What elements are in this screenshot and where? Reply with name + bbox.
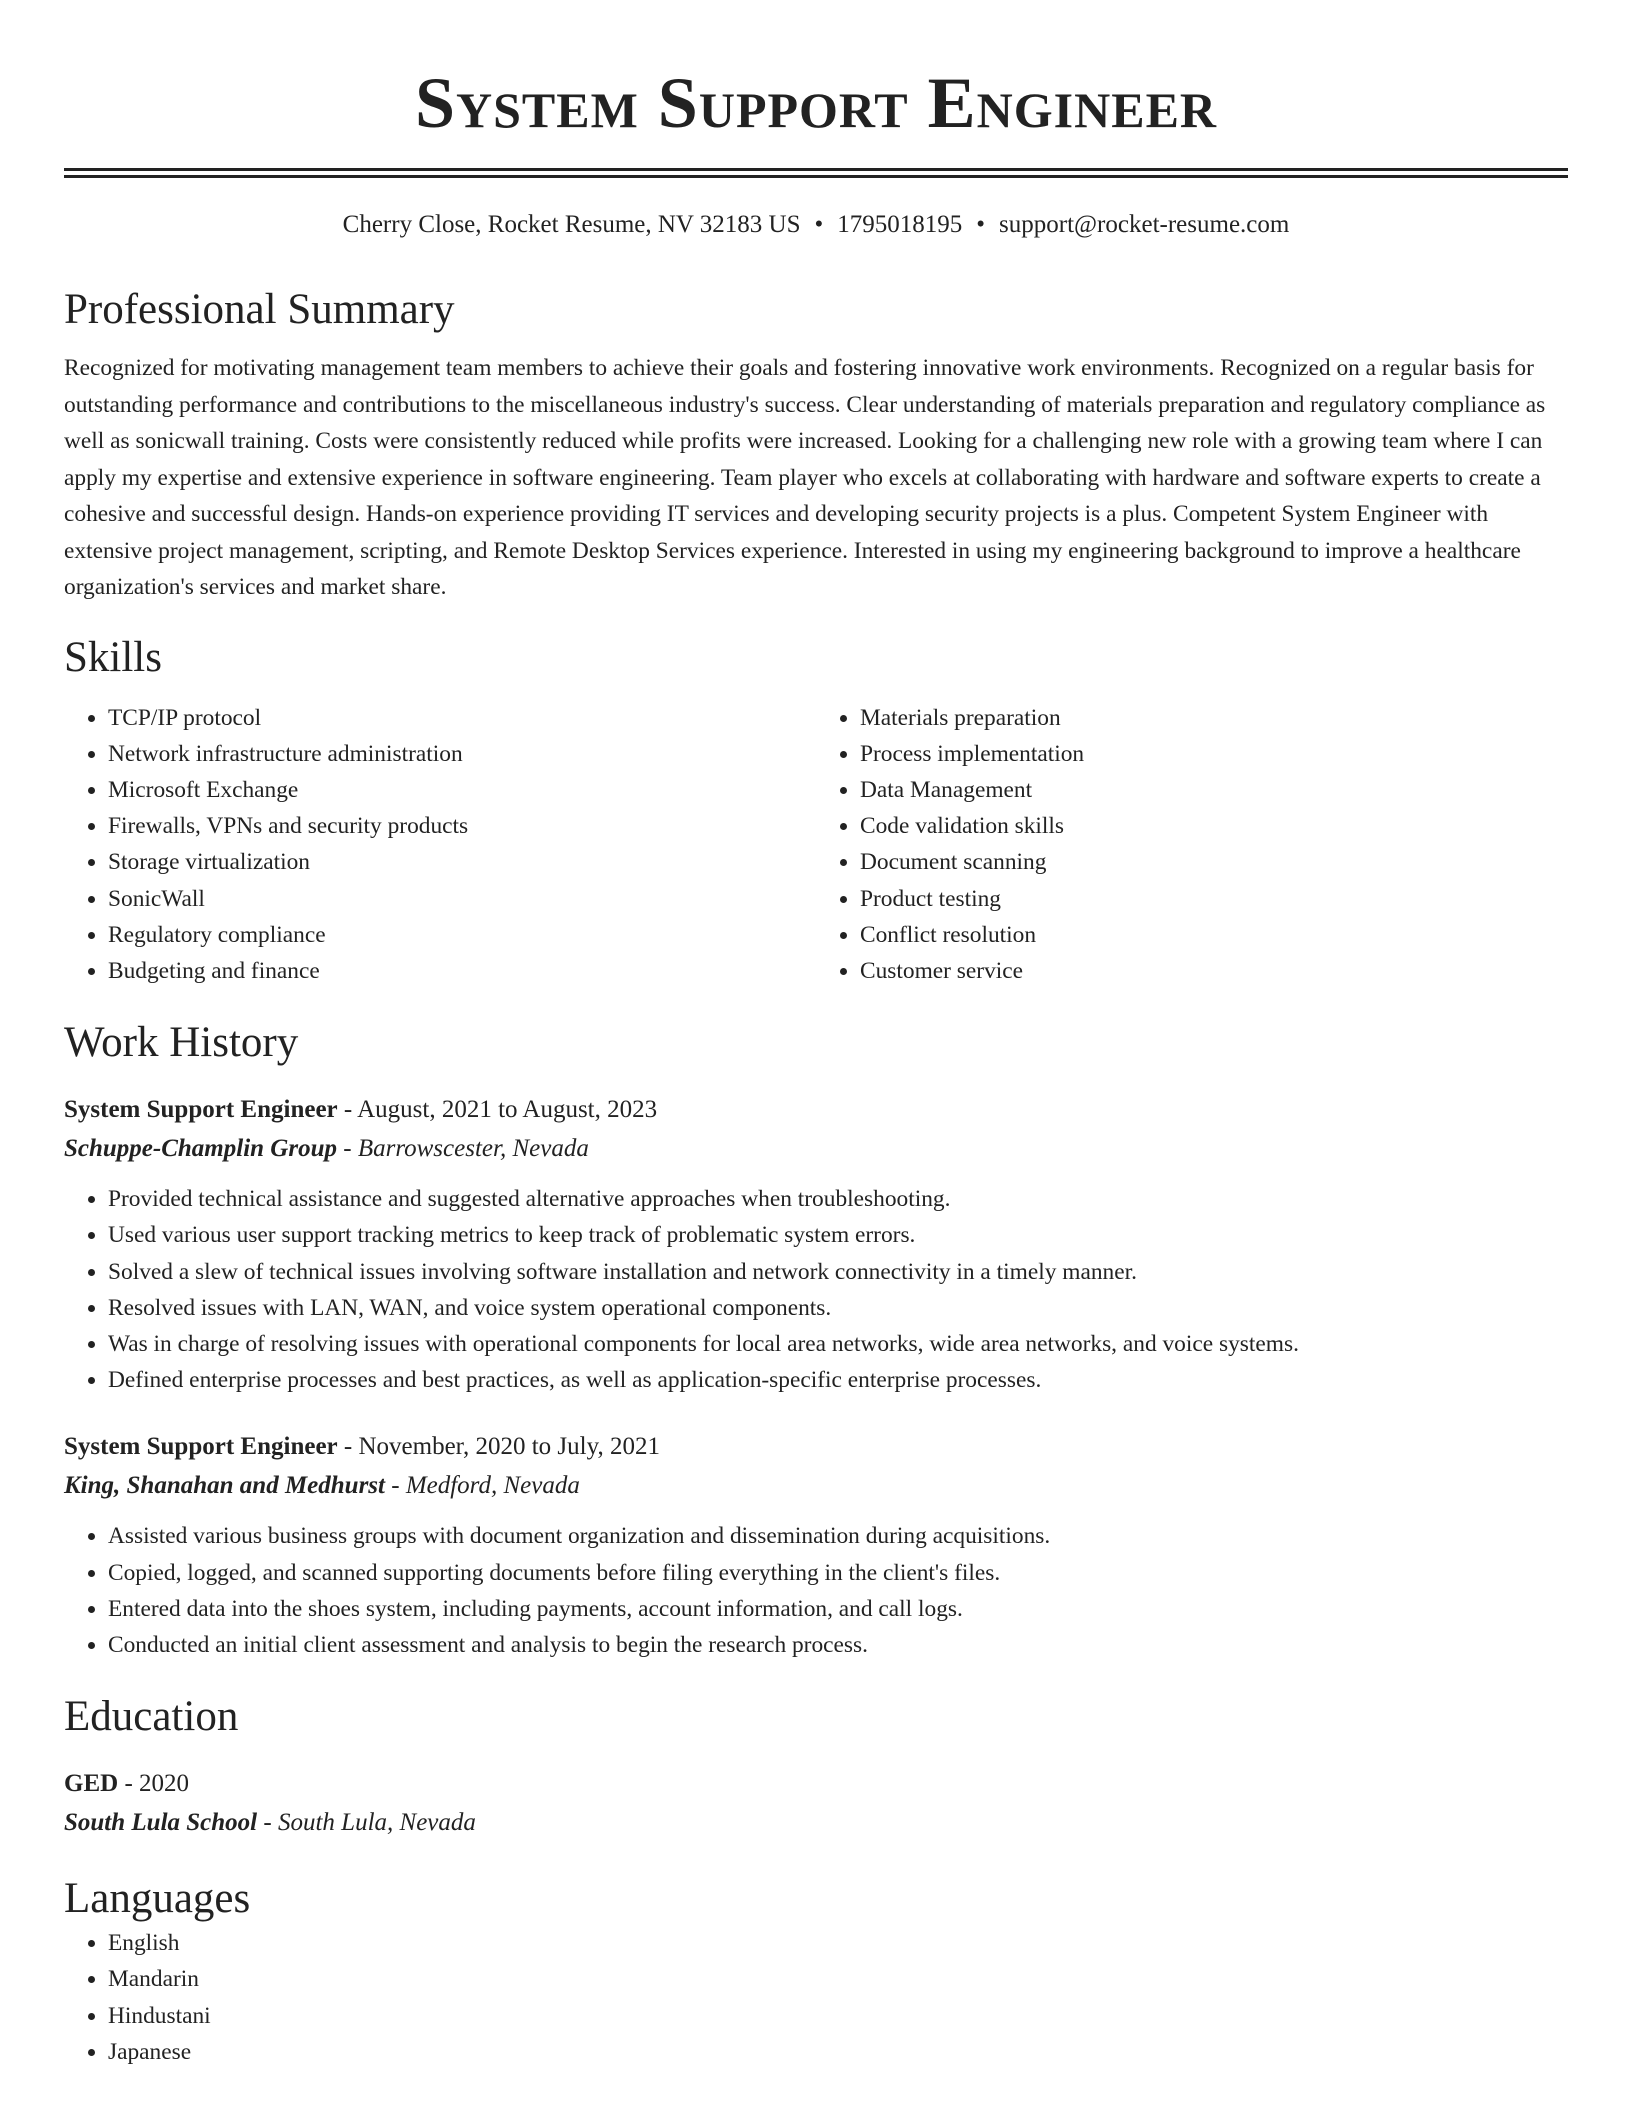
job-company-line [64, 1466, 1568, 1506]
summary-heading: Professional Summary [64, 286, 455, 333]
skills-list-right [816, 700, 1568, 990]
contact-phone: 1795018195 [837, 211, 963, 238]
skills-columns [64, 700, 1568, 990]
job-bullet: • Solved a slew of technical issues involving software installation and network connectivity in a timely manner. [108, 1254, 1568, 1290]
dash: - [343, 1135, 352, 1163]
title-double-rule [64, 168, 1568, 178]
skill-item: • Data Management [860, 772, 1568, 808]
language-item: • Hindustani [108, 1998, 1568, 2034]
skill-item: • Network infrastructure administration [108, 736, 816, 772]
education-school-line [64, 1803, 1568, 1843]
skill-item: • Storage virtualization [108, 844, 816, 880]
education-year: 2020 [139, 1770, 190, 1798]
job-bullets [64, 1181, 1568, 1398]
job-dates: August, 2021 to August, 2023 [357, 1096, 658, 1124]
job-bullet: • Assisted various business groups with document organization and dissemination during acquisitions. [108, 1518, 1568, 1554]
contact-line [64, 210, 1568, 240]
skill-item: • Conflict resolution [860, 917, 1568, 953]
skill-item: • Materials preparation [860, 700, 1568, 736]
dash: - [124, 1770, 133, 1798]
languages-list [64, 1925, 1568, 2070]
job-company-line [64, 1129, 1568, 1169]
job-entry [64, 1428, 1568, 1663]
skill-item: • Document scanning [860, 844, 1568, 880]
job-title-line [64, 1091, 1568, 1129]
job-bullet: • Entered data into the shoes system, including payments, account information, and call logs. [108, 1591, 1568, 1627]
job-bullet: • Provided technical assistance and suggested alternative approaches when troubleshooting. [108, 1181, 1568, 1217]
language-item: • English [108, 1925, 1568, 1961]
skill-item: • Code validation skills [860, 808, 1568, 844]
language-item: • Japanese [108, 2034, 1568, 2070]
skill-item: • Microsoft Exchange [108, 772, 816, 808]
skill-item: • SonicWall [108, 881, 816, 917]
dash: - [343, 1433, 353, 1461]
education-degree: GED [64, 1770, 119, 1798]
job-bullet: • Defined enterprise processes and best practices, as well as application-specific enterprise processes. [108, 1362, 1568, 1398]
job-title: System Support Engineer [64, 1096, 338, 1124]
education-location: South Lula, Nevada [277, 1809, 476, 1837]
language-item: • Mandarin [108, 1961, 1568, 1997]
contact-address: Cherry Close, Rocket Resume, NV 32183 US [342, 211, 801, 238]
job-bullet: • Used various user support tracking metrics to keep track of problematic system errors. [108, 1217, 1568, 1253]
job-bullet: • Conducted an initial client assessment and analysis to begin the research process. [108, 1627, 1568, 1663]
job-title: System Support Engineer [64, 1433, 338, 1461]
education-entry [64, 1765, 1568, 1843]
education-school: South Lula School [64, 1809, 258, 1837]
job-company: King, Shanahan and Medhurst [64, 1472, 385, 1500]
skill-item: • Product testing [860, 881, 1568, 917]
summary-text: Recognized for motivating management team members to achieve their goals and fostering innovative work environments. Recognized on a regular basis for outstanding performance and contributions to the miscellaneous industry's success. Clear understanding of materials preparation and regulatory compliance as well as sonicwall training. Costs were consistently reduced while profits were increased. Looking for a challenging new role with a growing team where I can apply my expertise and extensive experience in software engineering. Team player who excels at collaborating with hardware and software experts to create a cohesive and successful design. Hands-on experience providing IT services and developing security projects is a plus. Competent System Engineer with extensive project management, scripting, and Remote Desktop Services experience. Interested in using my engineering background to improve a healthcare organization's services and market share. [64, 355, 1546, 600]
skill-item: • Firewalls, VPNs and security products [108, 808, 816, 844]
job-bullet: • Resolved issues with LAN, WAN, and voice system operational components. [108, 1290, 1568, 1326]
job-entry [64, 1091, 1568, 1398]
skill-item: • Budgeting and finance [108, 953, 816, 989]
job-bullets [64, 1518, 1568, 1663]
contact-email: support@rocket-resume.com [999, 211, 1290, 238]
skills-list-left [64, 700, 816, 990]
job-title-line [64, 1428, 1568, 1466]
skill-item: • TCP/IP protocol [108, 700, 816, 736]
skill-item: • Customer service [860, 953, 1568, 989]
dash: - [391, 1472, 400, 1500]
education-degree-line [64, 1765, 1568, 1803]
education-heading: Education [64, 1693, 239, 1741]
job-bullet: • Copied, logged, and scanned supporting documents before filing everything in the client's files. [108, 1555, 1568, 1591]
contact-separator: • [814, 211, 824, 238]
resume-title: System Support Engineer [414, 63, 1218, 143]
work-history-heading: Work History [64, 1019, 299, 1067]
languages-heading: Languages [64, 1875, 251, 1923]
skill-item: • Process implementation [860, 736, 1568, 772]
job-location: Medford, Nevada [405, 1472, 580, 1500]
contact-separator: • [976, 211, 986, 238]
skills-heading: Skills [64, 633, 162, 681]
skill-item: • Regulatory compliance [108, 917, 816, 953]
job-dates: November, 2020 to July, 2021 [358, 1433, 660, 1461]
job-company: Schuppe-Champlin Group [64, 1135, 337, 1163]
job-bullet: • Was in charge of resolving issues with operational components for local area networks, wide area networks, and voice systems. [108, 1326, 1568, 1362]
dash: - [343, 1096, 353, 1124]
dash: - [263, 1809, 272, 1837]
job-location: Barrowscester, Nevada [357, 1135, 589, 1163]
